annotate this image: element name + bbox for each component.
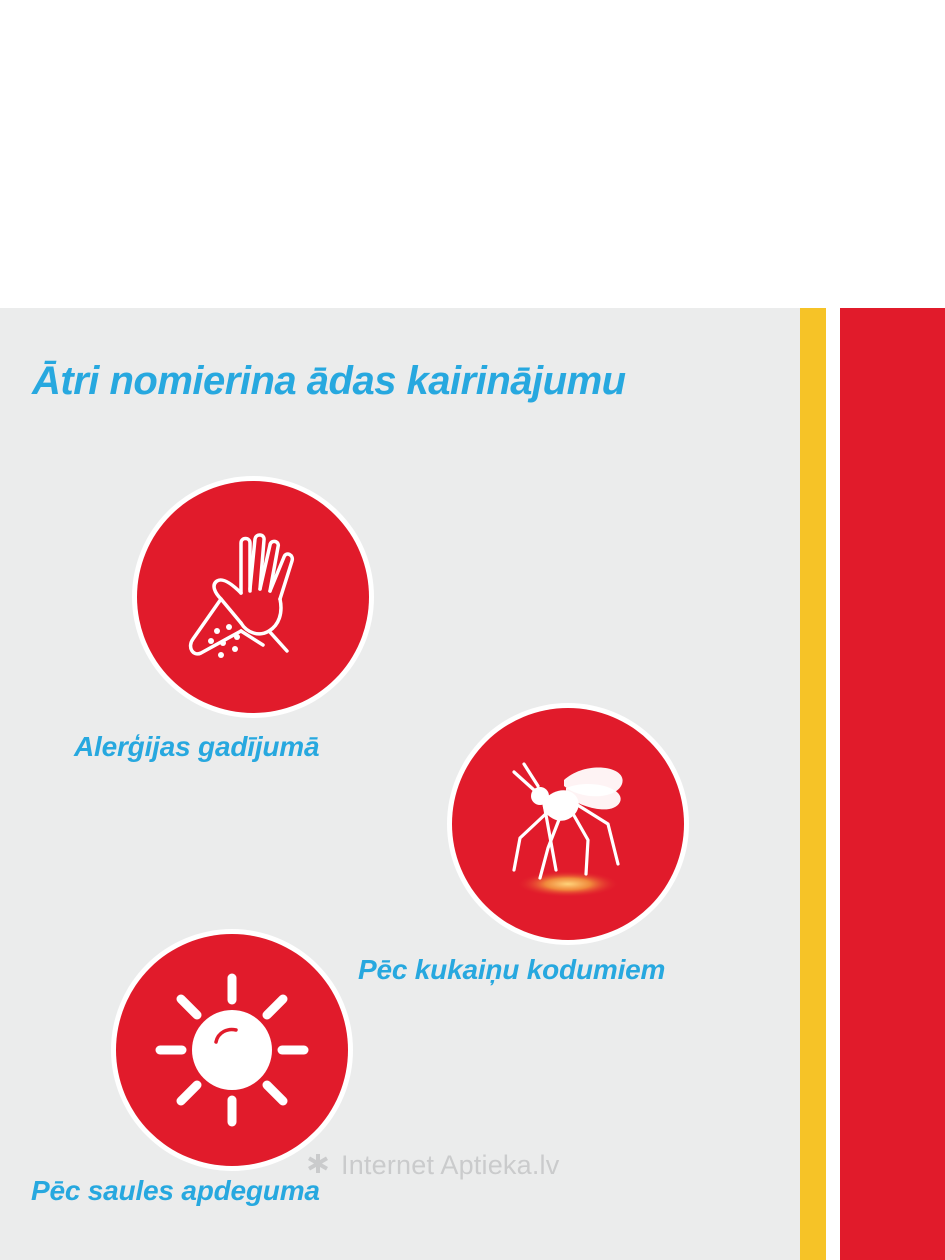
- sun-icon: [116, 934, 348, 1166]
- red-stripe: [840, 308, 945, 1260]
- caption-allergy: Alerģijas gadījumā: [74, 731, 320, 762]
- page-title: Ātri nomierina ādas kairinājumu: [32, 359, 626, 403]
- watermark-text: Internet Aptieka.lv: [341, 1150, 560, 1180]
- mosquito-bite-icon: [452, 708, 684, 940]
- watermark: [305, 1150, 559, 1181]
- site-logo-icon: [305, 1153, 331, 1179]
- caption-insect-bites: Pēc kukaiņu kodumiem: [358, 954, 666, 985]
- yellow-stripe: [800, 308, 826, 1260]
- white-stripe: [826, 308, 840, 1260]
- caption-sunburn: Pēc saules apdeguma: [31, 1175, 320, 1206]
- hand-with-rash-icon: [137, 481, 369, 713]
